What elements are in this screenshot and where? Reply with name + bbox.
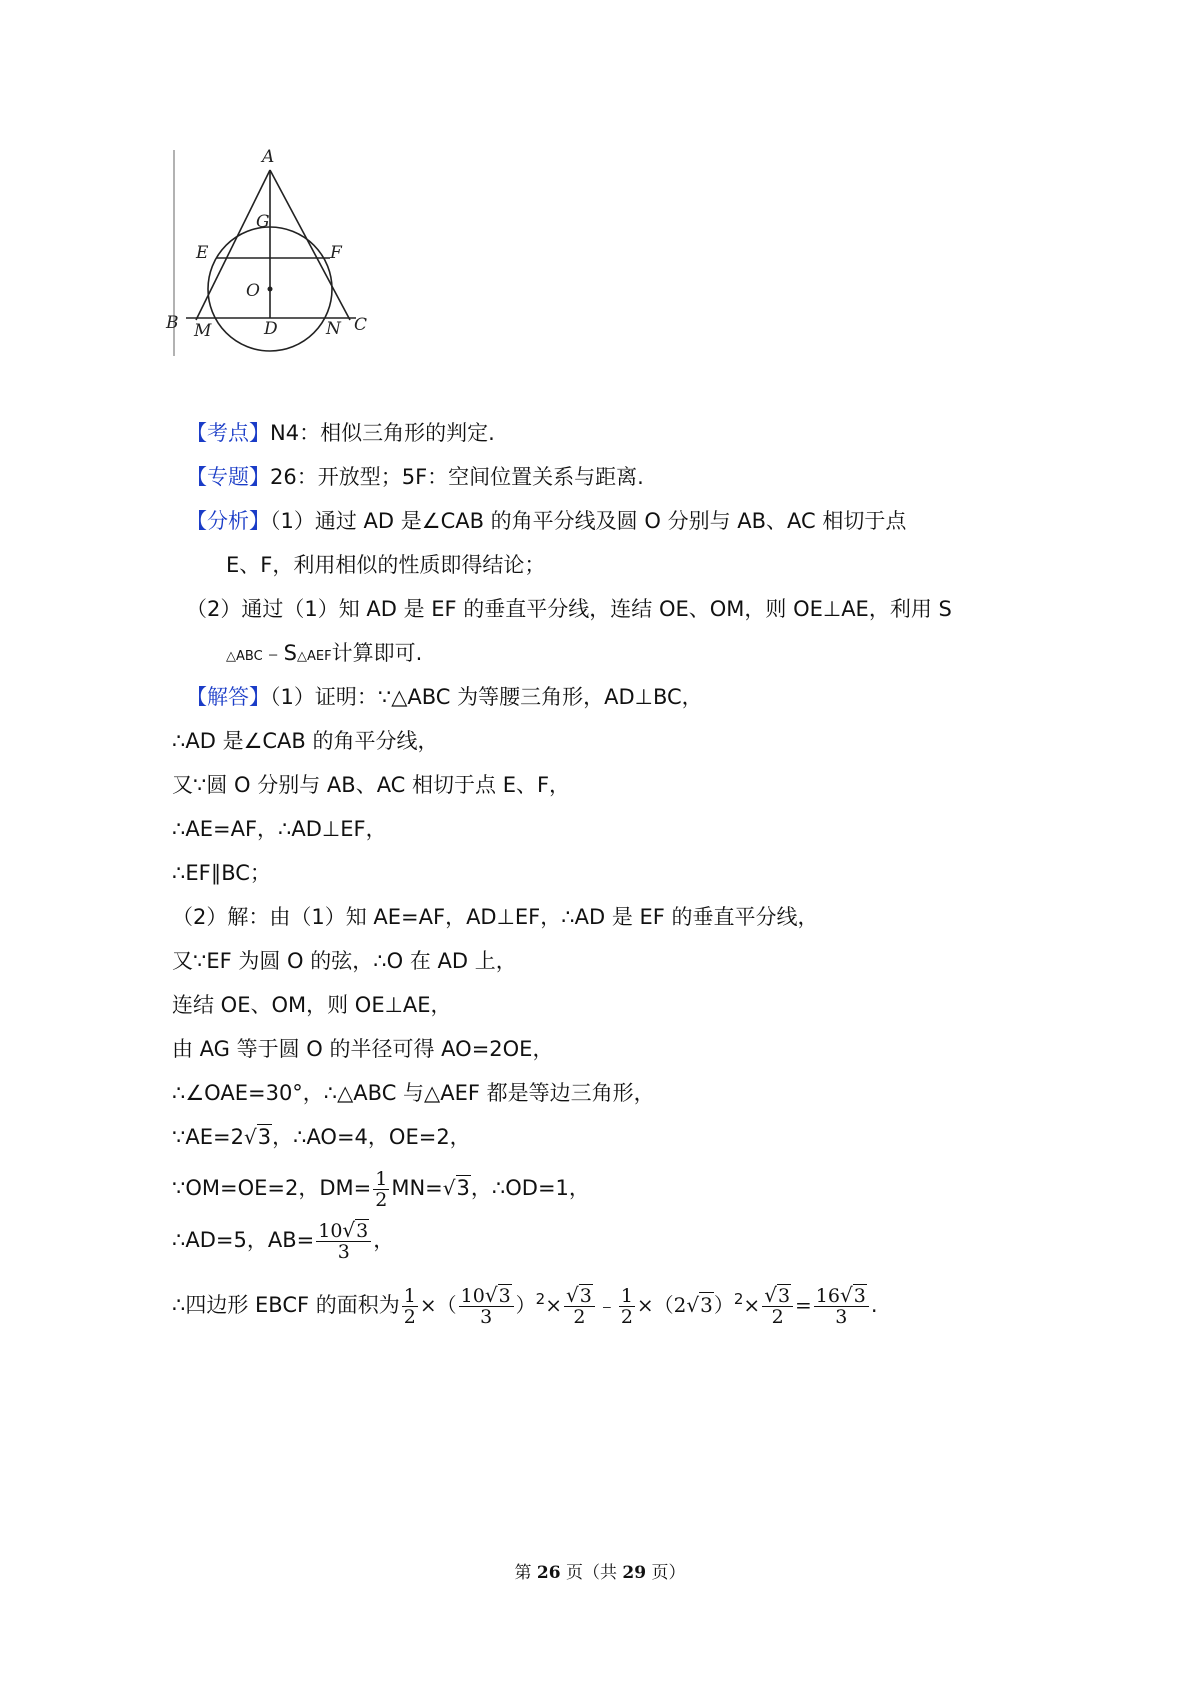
frac-num [459, 1285, 514, 1307]
mn-eq: MN= [391, 1176, 443, 1200]
om-eq: ∵OM=OE=2，DM= [172, 1176, 372, 1200]
od-tail: ，∴OD=1， [470, 1176, 590, 1200]
equals: = [795, 1293, 812, 1317]
zhuanti-tag: 【专题】 [186, 465, 270, 489]
kaodian-text: N4：相似三角形的判定. [270, 421, 495, 445]
fraction-7 [814, 1285, 869, 1327]
footer-pre: 第 [514, 1563, 537, 1583]
jieda-line-6: （2）解：由（1）知 AE=AF，AD⊥EF，∴AD 是 EF 的垂直平分线， [172, 905, 819, 929]
fenxi-line-1 [186, 506, 906, 536]
frac-den: 3 [337, 1241, 350, 1263]
sqrt-sign: √ [839, 1283, 853, 1307]
page-number: 26 [536, 1563, 561, 1583]
jieda-line-11 [172, 1122, 471, 1152]
sqrt-sign: √ [484, 1283, 498, 1307]
frac-num: 1 [403, 1284, 416, 1307]
minus-s: ﹣S [262, 641, 298, 665]
fenxi-text-1: （1）通过 AD 是∠CAB 的角平分线及圆 O 分别与 AB、AC 相切于点 [270, 509, 907, 533]
zhuanti-text: 26：开放型；5F：空间位置关系与距离. [270, 465, 644, 489]
minus: ﹣ [596, 1293, 617, 1317]
jieda-line-8: 连结 OE、OM，则 OE⊥AE， [172, 993, 452, 1017]
paren-close: ） [713, 1293, 734, 1317]
kaodian-line [186, 418, 495, 448]
footer-mid: 页（共 [560, 1563, 623, 1583]
ab-tail: ， [373, 1228, 395, 1252]
times: × [545, 1293, 562, 1317]
label-a: A [262, 147, 275, 167]
times: × [743, 1293, 761, 1317]
jieda-line-5: ∴EF∥BC； [172, 861, 271, 885]
sub-abc: △ABC [226, 649, 263, 664]
paren-close: ） [515, 1293, 536, 1317]
sqrt-radicand: 3 [853, 1285, 866, 1307]
frac-num [564, 1285, 595, 1307]
fraction-ab [316, 1220, 371, 1262]
jieda-line-2: ∴AD 是∠CAB 的角平分线， [172, 729, 439, 753]
sqrt-sign: √ [243, 1125, 257, 1149]
frac-num: 1 [620, 1284, 633, 1307]
jieda-line-7: 又∵EF 为圆 O 的弦，∴O 在 AD 上， [172, 949, 517, 973]
jieda-line-3: 又∵圆 O 分别与 AB、AC 相切于点 E、F， [172, 773, 571, 797]
frac-num [762, 1285, 793, 1307]
zhuanti-line [186, 462, 644, 492]
area-label: ∴四边形 EBCF 的面积为 [172, 1293, 400, 1317]
coef: 10 [460, 1285, 485, 1307]
frac-den: 2 [403, 1305, 416, 1328]
center-o-dot [268, 287, 273, 292]
label-g: G [256, 212, 270, 232]
sqrt-radicand: 3 [700, 1293, 713, 1317]
frac-den: 2 [771, 1306, 784, 1328]
label-m: M [194, 321, 212, 341]
fraction-4 [619, 1286, 635, 1327]
frac-den: 2 [375, 1188, 388, 1211]
label-e: E [196, 243, 209, 263]
superscript: 2 [535, 1290, 546, 1308]
sqrt-radicand: 3 [777, 1285, 791, 1307]
label-n: N [326, 319, 341, 339]
jieda-tag: 【解答】 [186, 685, 270, 709]
frac-den: 3 [480, 1306, 493, 1328]
fenxi-line-2: E、F，利用相似的性质即得结论； [226, 553, 546, 577]
label-b: B [166, 313, 179, 333]
fenxi-tail: 计算即可. [331, 641, 423, 665]
ad-eq: ∴AD=5，AB= [172, 1228, 315, 1252]
jieda-line-12 [172, 1166, 590, 1210]
frac-num [316, 1220, 371, 1242]
jieda-line-10: ∴∠OAE=30°，∴△ABC 与△AEF 都是等边三角形， [172, 1081, 655, 1105]
fraction-half [373, 1169, 389, 1210]
frac-den: 2 [573, 1306, 586, 1328]
period: . [870, 1293, 878, 1317]
times-open: ×（2 [636, 1293, 687, 1317]
fraction-1 [402, 1286, 418, 1327]
fenxi-line-4 [186, 638, 422, 672]
fraction-3 [564, 1285, 595, 1327]
label-o: O [246, 281, 260, 301]
sqrt-sign: √ [442, 1176, 456, 1200]
sqrt-radicand: 3 [356, 1220, 369, 1242]
jieda-text-1: （1）证明：∵△ABC 为等腰三角形，AD⊥BC， [270, 685, 703, 709]
ae-eq: ∵AE=2 [172, 1125, 244, 1149]
sqrt-sign: √ [342, 1218, 356, 1242]
fenxi-line-3: （2）通过（1）知 AD 是 EF 的垂直平分线，连结 OE、OM，则 OE⊥AE，利用 S [186, 597, 952, 621]
label-c: C [354, 315, 368, 335]
jieda-line-1 [186, 682, 703, 712]
sqrt-radicand: 3 [456, 1176, 470, 1200]
label-d: D [264, 319, 278, 339]
sqrt-radicand: 3 [498, 1285, 511, 1307]
times-open: ×（ [419, 1293, 457, 1317]
label-f: F [330, 243, 342, 263]
superscript: 2 [733, 1290, 744, 1308]
fraction-6 [762, 1285, 793, 1327]
sqrt-sign: √ [686, 1293, 700, 1317]
frac-den: 2 [620, 1305, 633, 1328]
sqrt-sign: √ [764, 1283, 777, 1307]
ae-tail: ，∴AO=4，OE=2， [272, 1125, 471, 1149]
sqrt-radicand: 3 [257, 1125, 272, 1149]
frac-num: 1 [375, 1167, 388, 1190]
sub-aef: △AEF [297, 649, 332, 664]
fenxi-tag: 【分析】 [186, 509, 270, 533]
coef: 10 [318, 1220, 343, 1242]
sqrt-sign: √ [565, 1283, 579, 1307]
footer-post: 页） [646, 1563, 686, 1583]
fraction-2 [459, 1285, 514, 1327]
frac-den: 3 [835, 1306, 848, 1328]
jieda-line-4: ∴AE=AF，∴AD⊥EF， [172, 817, 387, 841]
coef: 16 [815, 1285, 840, 1307]
frac-num [814, 1285, 869, 1307]
jieda-line-14 [172, 1276, 878, 1328]
geometry-figure [166, 147, 432, 390]
jieda-line-13 [172, 1218, 394, 1262]
page-footer [0, 1558, 1200, 1583]
total-pages: 29 [622, 1563, 647, 1583]
jieda-line-9: 由 AG 等于圆 O 的半径可得 AO=2OE， [172, 1037, 554, 1061]
kaodian-tag: 【考点】 [186, 421, 270, 445]
sqrt-radicand: 3 [579, 1285, 592, 1307]
